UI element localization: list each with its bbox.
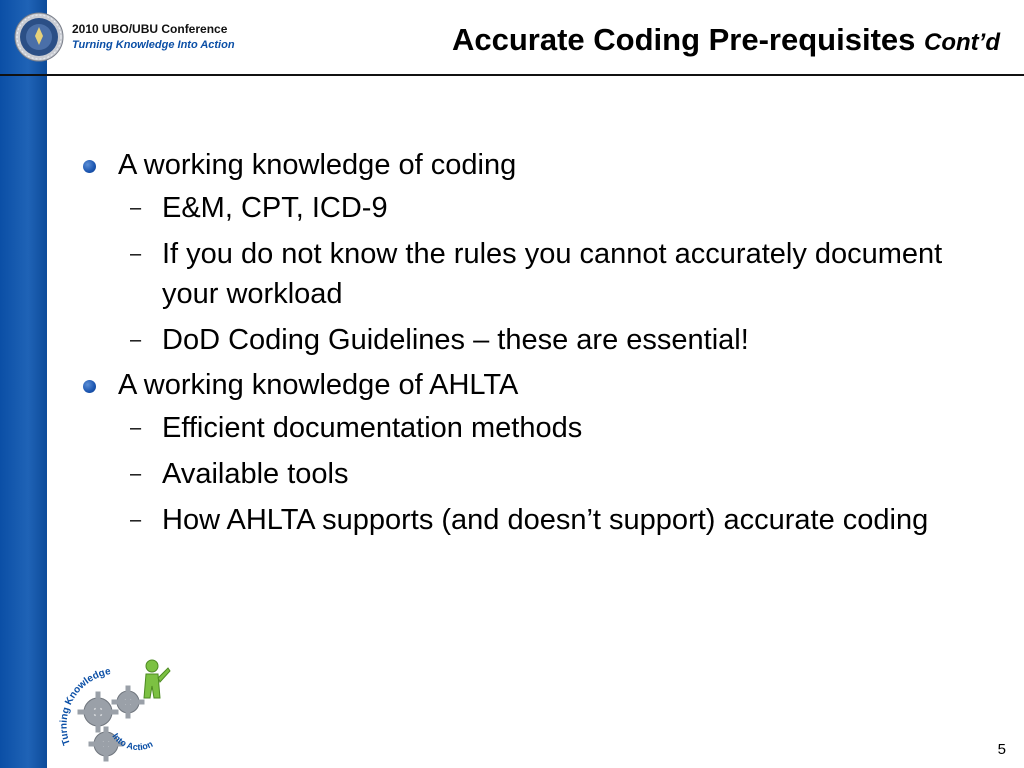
slide-title <box>452 22 1000 58</box>
dash-icon: – <box>130 243 142 265</box>
bullet-dot-icon <box>83 160 96 173</box>
bullet-text: A working knowledge of coding <box>118 149 517 181</box>
dash-icon: – <box>130 197 142 219</box>
dod-seal-icon <box>14 12 64 62</box>
conference-title: 2010 UBO/UBU Conference <box>72 22 228 36</box>
sub-bullet-text: Available tools <box>162 458 349 490</box>
sub-bullet-item <box>80 408 980 448</box>
sub-bullet-text: E&M, CPT, ICD-9 <box>162 192 388 224</box>
sub-bullet-item <box>80 320 980 360</box>
sub-bullet-item <box>80 188 980 228</box>
sub-bullet-text: How AHLTA supports (and doesn’t support) accurate coding <box>162 504 929 536</box>
bullet-item <box>80 146 980 184</box>
sub-bullet-text: DoD Coding Guidelines – these are essential! <box>162 324 749 356</box>
bullet-list <box>80 140 980 546</box>
sub-bullet-item <box>80 500 980 540</box>
header-divider <box>0 74 1024 76</box>
slide-title-suffix: Cont’d <box>924 29 1000 56</box>
dash-icon: – <box>130 329 142 351</box>
dash-icon: – <box>130 463 142 485</box>
conference-tagline: Turning Knowledge Into Action <box>72 39 235 51</box>
bullet-text: A working knowledge of AHLTA <box>118 369 519 401</box>
gears-logo-icon <box>56 652 180 764</box>
sub-bullet-text: Efficient documentation methods <box>162 412 583 444</box>
dash-icon: – <box>130 417 142 439</box>
logo-text-top: Turning Knowledge <box>58 666 112 747</box>
left-accent-bar <box>0 0 47 768</box>
page-number: 5 <box>997 741 1006 758</box>
logo-text-bottom: Into Action <box>110 731 155 753</box>
dash-icon: – <box>130 509 142 531</box>
sub-bullet-item <box>80 234 980 314</box>
slide-title-main: Accurate Coding Pre-requisites <box>451 22 916 57</box>
bullet-item <box>80 366 980 404</box>
sub-bullet-item <box>80 454 980 494</box>
bullet-dot-icon <box>83 380 96 393</box>
sub-bullet-text: If you do not know the rules you cannot accurately document your workload <box>162 238 943 310</box>
